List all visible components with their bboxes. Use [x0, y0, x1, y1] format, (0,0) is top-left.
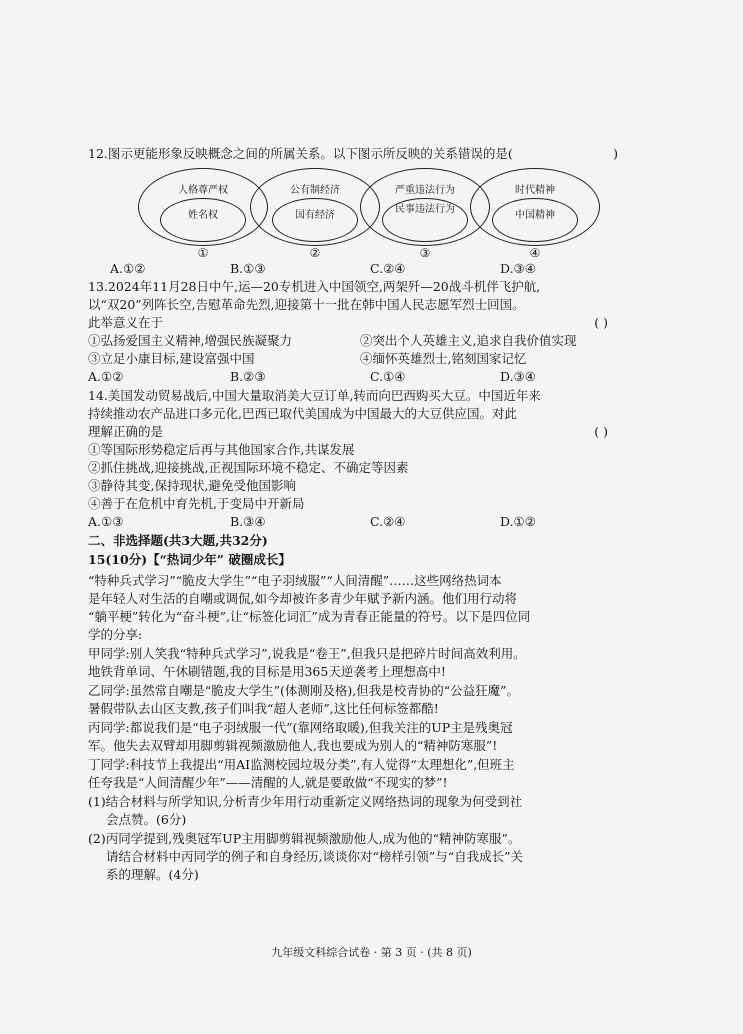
q15-heading: 15(10分)【“热词少年” 破圈成长】 [88, 552, 291, 567]
q14-stem-line-3: 理解正确的是 ( ) [88, 424, 608, 439]
q12-option-c[interactable]: C.②④ [370, 261, 406, 276]
q14-option-c[interactable]: C.②④ [370, 514, 406, 529]
diagram-2-number: ② [309, 246, 321, 260]
q13-choice-1: ①弘扬爱国主义精神,增强民族凝聚力 [88, 333, 292, 348]
q14-option-b[interactable]: B.③④ [230, 514, 266, 529]
diagram-4 [470, 168, 600, 258]
q15-student-c-cont: 军。他失去双臂却用脚剪辑视频激励他人,我也要成为别人的“精神防寒服”! [88, 738, 498, 753]
q12-option-a[interactable]: A.①② [110, 261, 146, 276]
q13-option-a[interactable]: A.①② [88, 369, 124, 384]
q15-sub2-cont: 系的理解。(4分) [106, 867, 199, 882]
q15-sub2: (2)丙同学提到,残奥冠军UP主用脚剪辑视频激励他人,成为他的“精神防寒服”。 [88, 831, 521, 846]
q13-option-b[interactable]: B.②③ [230, 369, 266, 384]
q14-option-a[interactable]: A.①③ [88, 514, 124, 529]
q15-material-line: 学的分享: [88, 627, 143, 642]
diagram-4-inner-label: 中国精神 [515, 210, 555, 221]
q15-material-line: “特种兵式学习”“脆皮大学生”“电子羽绒服”“人间清醒”……这些网络热词本 [88, 573, 502, 588]
diagram-1-number: ① [197, 246, 209, 260]
q13-choice-4: ④缅怀英雄烈士,铭刻国家记忆 [360, 351, 527, 366]
diagram-2-inner-label: 国有经济 [295, 210, 335, 221]
q14-stem-line-2: 持续推动农产品进口多元化,巴西已取代美国成为中国最大的大豆供应国。对此 [88, 406, 517, 421]
q14-option-d[interactable]: D.①② [500, 514, 536, 529]
q15-student-d: 丁同学:科技节上我提出“用AI监测校园垃圾分类”,有人觉得“太理想化”,但班主 [88, 757, 515, 772]
diagram-1-outer-label: 人格尊严权 [178, 185, 228, 196]
q13-choices-row-1 [88, 332, 648, 350]
page-footer: 九年级文科综合试卷 · 第 3 页 · (共 8 页) [271, 946, 472, 959]
q12-options [88, 260, 648, 278]
q12-option-b[interactable]: B.①③ [230, 261, 266, 276]
diagram-2-outer-label: 公有制经济 [290, 185, 340, 196]
q13-option-c[interactable]: C.①④ [370, 369, 406, 384]
q15-student-c: 丙同学:都说我们是“电子羽绒服一代”(靠网络取暖),但我关注的UP主是残奥冠 [88, 720, 513, 735]
diagram-3-number: ③ [419, 246, 431, 260]
q14-choice-2: ②抓住挑战,迎接挑战,正视国际环境不稳定、不确定等因素 [88, 460, 409, 475]
q15-sub1-cont: 会点赞。(6分) [106, 812, 187, 827]
q13-options [88, 368, 648, 386]
diagram-3-inner-label: 民事违法行为 [395, 204, 455, 215]
q12-stem: 12.图示更能形象反映概念之间的所属关系。以下图示所反映的关系错误的是( ) [88, 146, 618, 161]
diagram-4-outer-label: 时代精神 [515, 185, 555, 196]
diagram-1-inner-label: 姓名权 [188, 210, 218, 221]
diagram-1 [138, 168, 268, 258]
diagram-4-number: ④ [529, 246, 541, 260]
q13-option-d[interactable]: D.③④ [500, 369, 536, 384]
q13-stem-line-3: 此举意义在于 ( ) [88, 315, 608, 330]
q15-student-a-cont: 地铁背单词、午休刷错题,我的目标是用365天逆袭考上理想高中! [88, 664, 446, 679]
q15-student-d-cont: 任夸我是“人间清醒少年”——清醒的人,就是要敢做“不现实的梦”! [88, 775, 448, 790]
diagram-3-outer-label: 严重违法行为 [395, 185, 455, 196]
q15-student-b-cont: 暑假带队去山区支教,孩子们叫我“超人老师”,这比任何标签都酷! [88, 701, 439, 716]
q15-student-b: 乙同学:虽然常自嘲是“脆皮大学生”(体测刚及格),但我是校青协的“公益狂魔”。 [88, 683, 520, 698]
q13-choice-3: ③立足小康目标,建设富强中国 [88, 351, 255, 366]
q13-choices-row-2 [88, 350, 648, 368]
q14-choice-3: ③静待其变,保持现状,避免受他国影响 [88, 478, 296, 493]
q14-stem-line-1: 14.美国发动贸易战后,中国大量取消美大豆订单,转而向巴西购买大豆。中国近年来 [88, 388, 541, 403]
q13-stem-line-1: 13.2024年11月28日中午,运—20专机进入中国领空,两架歼—20战斗机伴飞护航, [88, 279, 541, 294]
q14-options [88, 513, 648, 531]
q15-sub2-cont: 请结合材料中丙同学的例子和自身经历,谈谈你对“榜样引领”与“自我成长”关 [106, 849, 524, 864]
q13-stem-line-2: 以“双20”列阵长空,告慰革命先烈,迎接第十一批在韩中国人民志愿军烈士回国。 [88, 297, 525, 312]
q15-material-line: 是年轻人对生活的自嘲或调侃,如今却被许多青少年赋予新内涵。他们用行动将 [88, 591, 517, 606]
q12-option-d[interactable]: D.③④ [500, 261, 536, 276]
q15-material-line: “躺平梗”转化为“奋斗梗”,让“标签化词汇”成为青春正能量的符号。以下是四位同 [88, 609, 531, 624]
q15-sub1: (1)结合材料与所学知识,分析青少年用行动重新定义网络热词的现象为何受到社 [88, 794, 523, 809]
q14-choice-1: ①等国际形势稳定后再与其他国家合作,共谋发展 [88, 442, 355, 457]
q15-student-a: 甲同学:别人笑我“特种兵式学习”,说我是“卷王”,但我只是把碎片时间高效利用。 [88, 646, 526, 661]
section-2-heading: 二、非选择题(共3大题,共32分) [88, 533, 268, 548]
q13-choice-2: ②突出个人英雄主义,追求自我价值实现 [360, 333, 577, 348]
q14-choice-4: ④善于在危机中育先机,于变局中开新局 [88, 496, 305, 511]
